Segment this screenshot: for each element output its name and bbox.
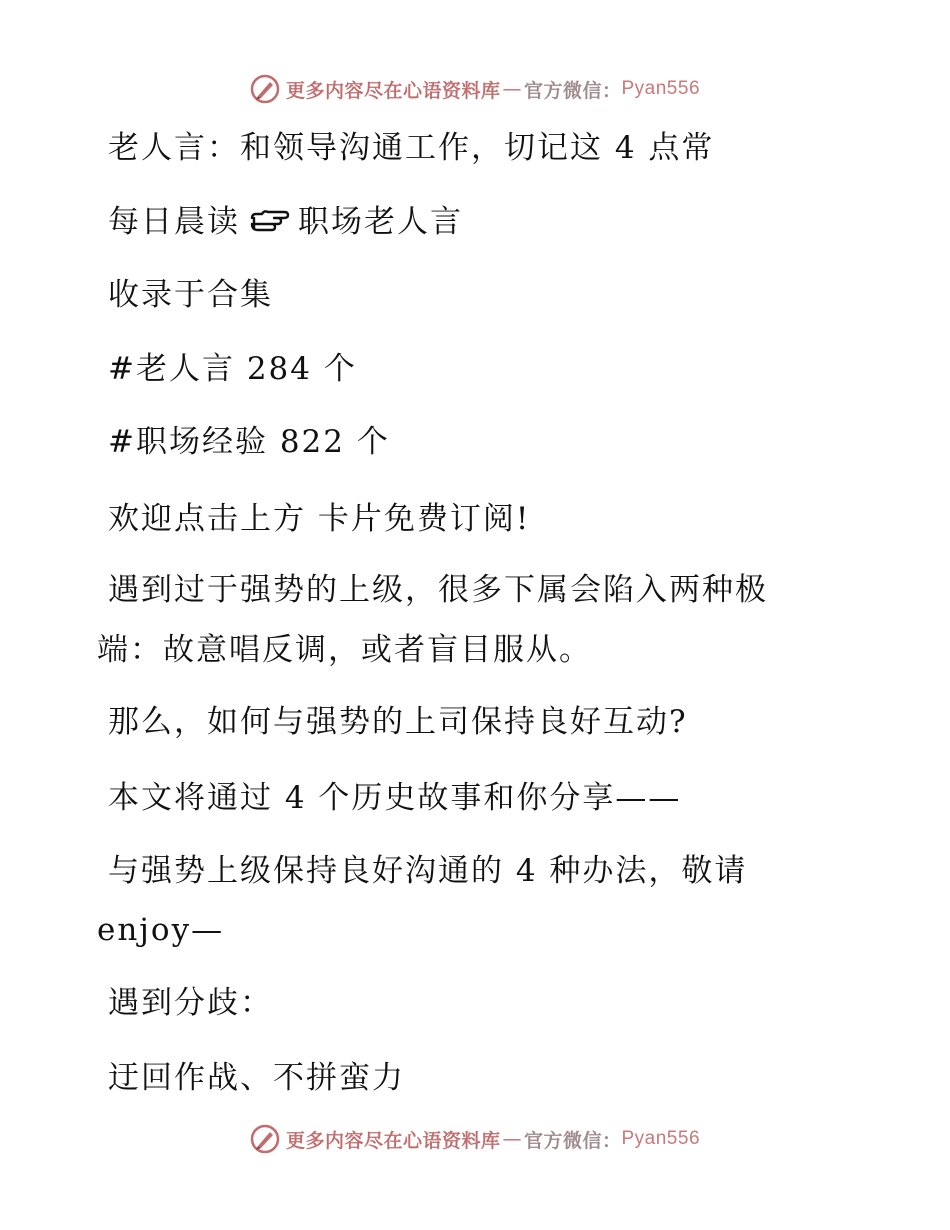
tag-laorenyan[interactable]: #老人言 284 个 — [108, 351, 357, 387]
collection-label: 收录于合集 — [108, 277, 273, 313]
watermark-text: 更多内容尽在心语资料库 — [285, 1129, 501, 1152]
watermark-footer — [0, 1124, 950, 1154]
paragraph-1-line-2: 端：故意唱反调，或者盲目服从。 — [97, 632, 592, 668]
tag-career-experience[interactable]: #职场经验 822 个 — [108, 424, 390, 460]
paragraph-3: 本文将通过 4 个历史故事和你分享—— — [108, 780, 682, 816]
paragraph-4-line-2: enjoy— — [97, 912, 225, 948]
paragraph-4-line-1: 与强势上级保持良好沟通的 4 种办法，敬请 — [108, 853, 748, 889]
watermark-header — [0, 74, 950, 104]
section-heading: 遇到分歧： — [108, 985, 273, 1021]
subscribe-prompt: 欢迎点击上方 卡片免费订阅! — [108, 501, 531, 537]
morning-read-label: 每日晨读 — [108, 204, 240, 240]
watermark-separator: — — [502, 1128, 522, 1150]
article-title: 老人言：和领导沟通工作，切记这 4 点常 — [108, 130, 715, 166]
watermark-id: Pyan556 — [621, 78, 701, 99]
watermark-separator: — — [502, 78, 522, 100]
paragraph-2: 那么，如何与强势的上司保持良好互动? — [108, 704, 688, 740]
watermark-label: 官方微信： — [523, 79, 622, 102]
section-subheading: 迂回作战、不拼蛮力 — [108, 1060, 405, 1096]
pointing-hand-icon — [248, 206, 290, 236]
morning-read-line — [108, 202, 463, 242]
paragraph-1-line-1: 遇到过于强势的上级，很多下属会陷入两种极 — [108, 572, 768, 608]
quill-seal-icon — [250, 74, 280, 104]
watermark-id: Pyan556 — [621, 1128, 701, 1149]
watermark-text: 更多内容尽在心语资料库 — [285, 79, 501, 102]
column-name: 职场老人言 — [298, 204, 463, 240]
quill-seal-icon — [250, 1124, 280, 1154]
watermark-label: 官方微信： — [523, 1129, 622, 1152]
